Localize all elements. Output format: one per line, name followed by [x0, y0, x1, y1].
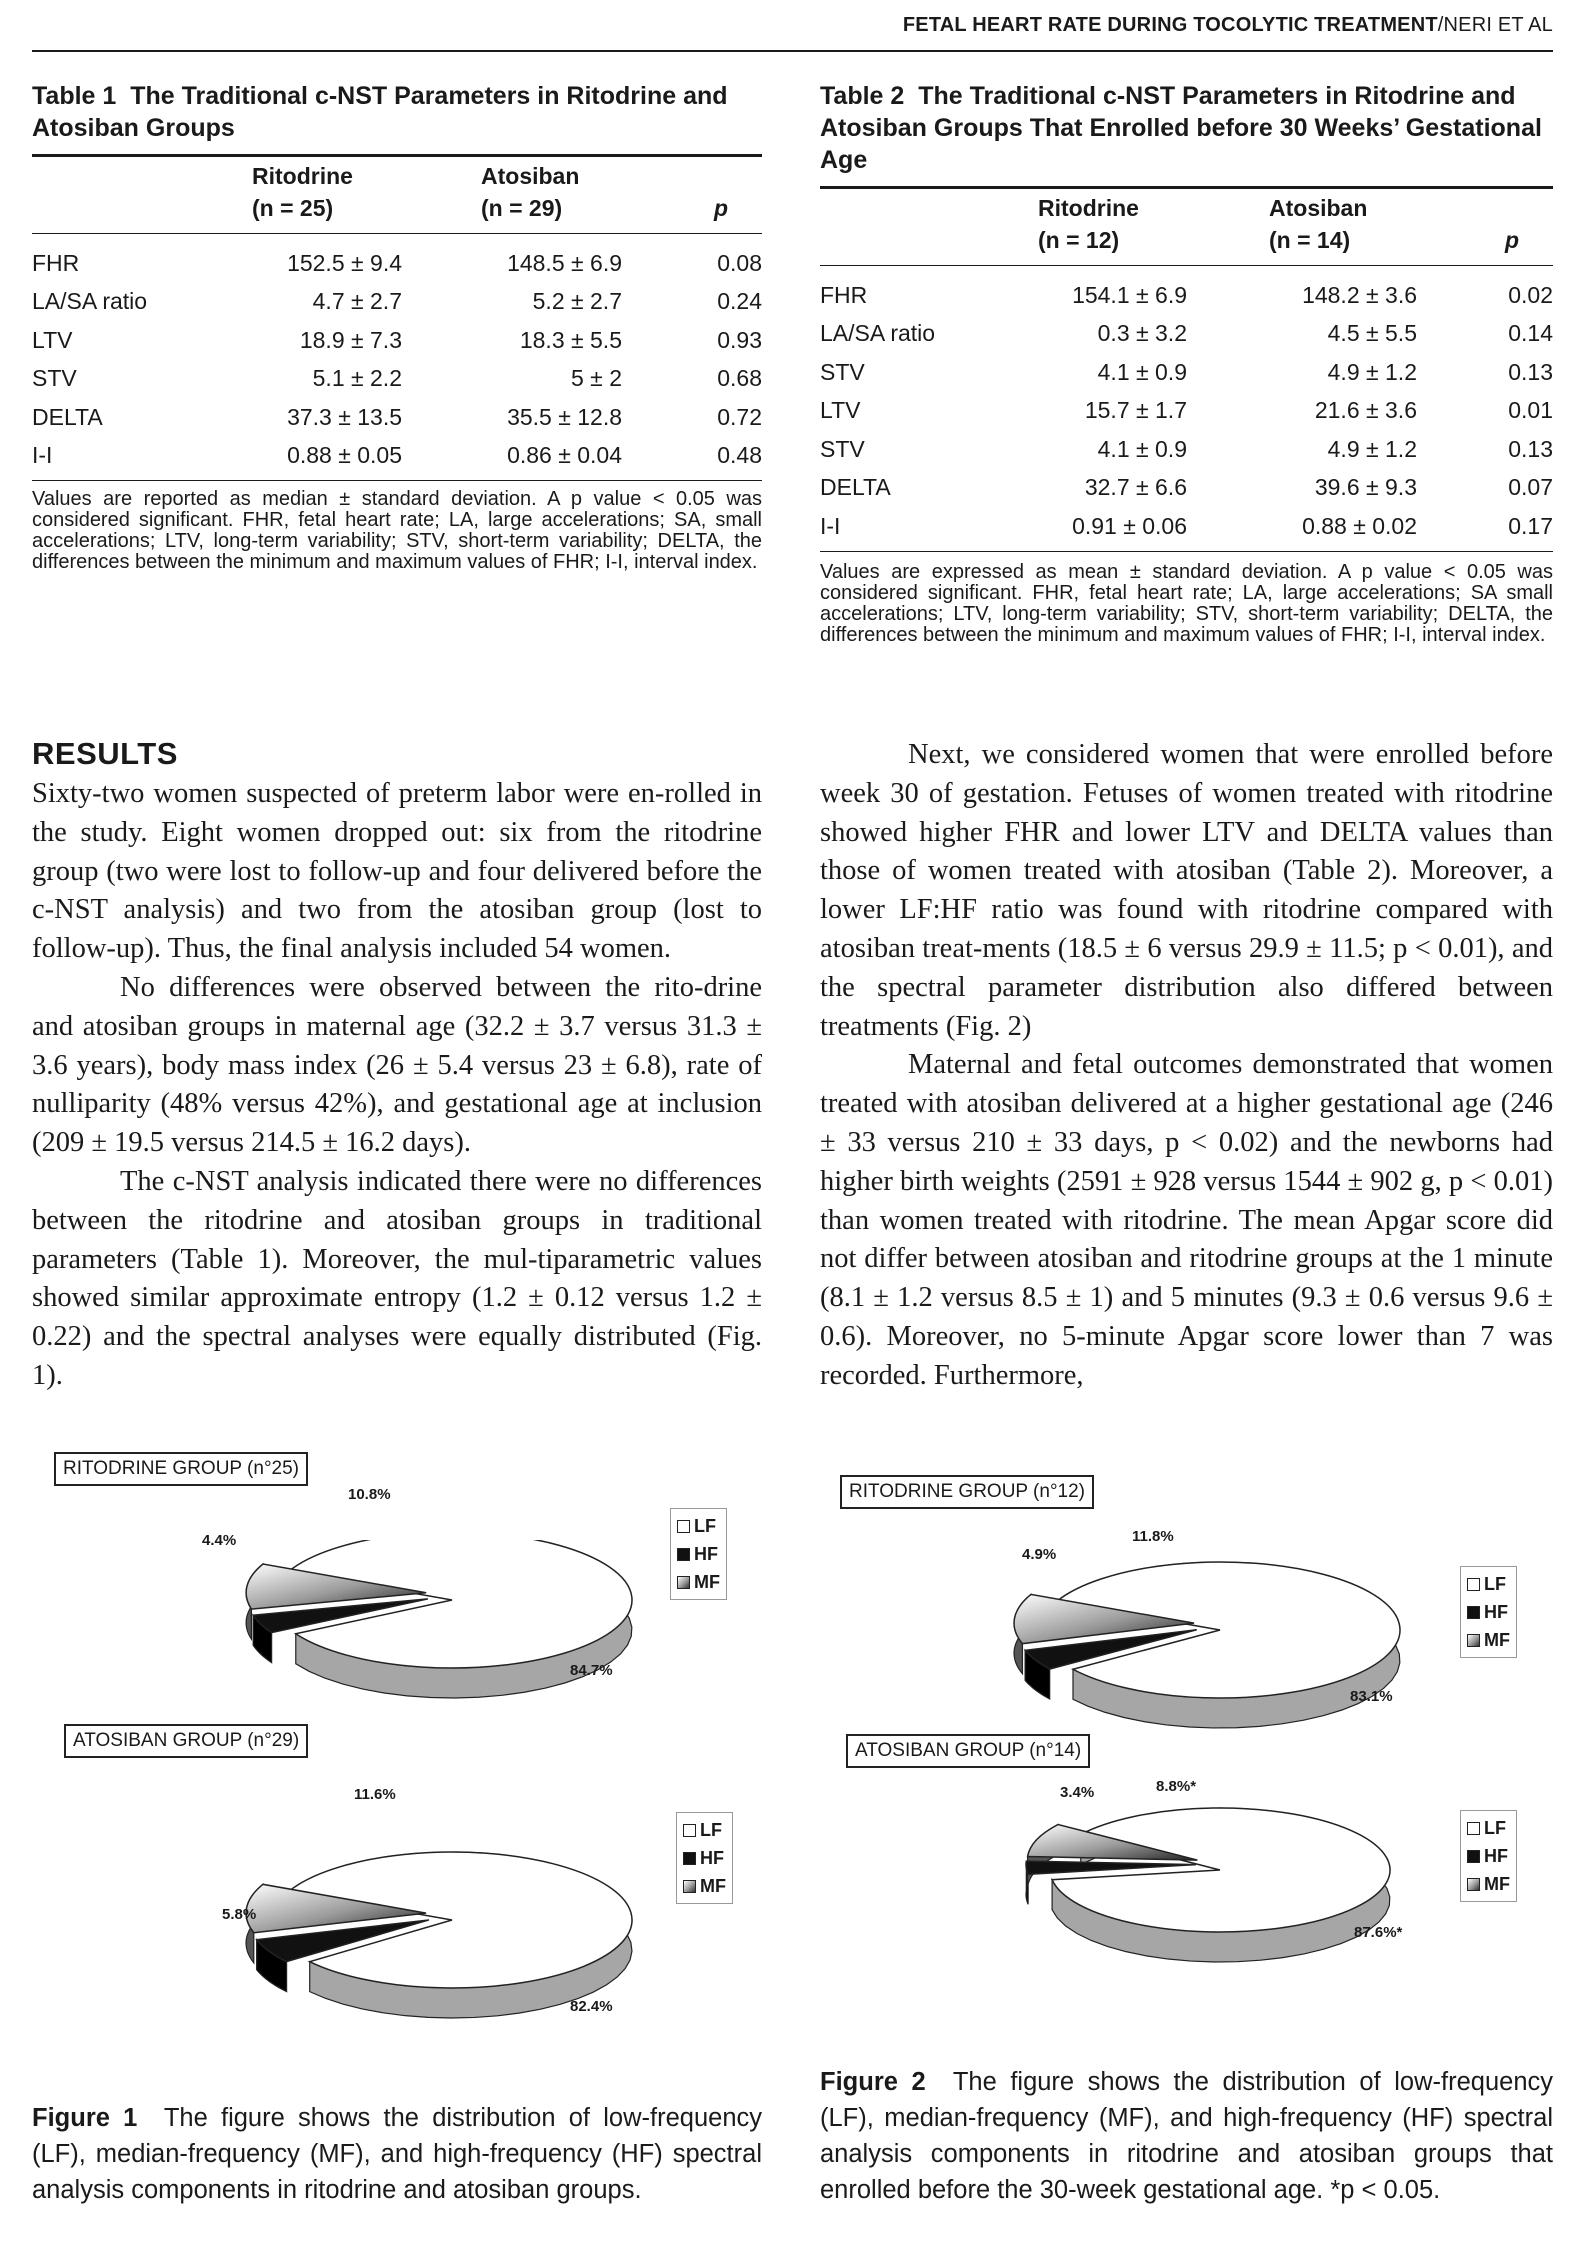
- table-2-title-block: [820, 80, 1553, 176]
- mf-swatch-icon: [683, 1880, 696, 1893]
- row-ritodrine: 4.7 ± 2.7: [312, 288, 402, 315]
- row-param: FHR: [820, 281, 868, 308]
- table-2-col-atosiban: [1269, 192, 1367, 256]
- row-ritodrine: 5.1 ± 2.2: [312, 365, 402, 392]
- table-2: [820, 80, 1553, 646]
- figure-2-label: Figure 2: [820, 2068, 926, 2096]
- table-row: [32, 360, 762, 399]
- figure-1-caption: [32, 2100, 762, 2208]
- table-row: [32, 398, 762, 437]
- table-1-note: Values are reported as median ± standard deviation. A p value < 0.05 was considered significant. FHR, fetal heart rate; LA, large accelerations; SA, small accelerations; LTV, long-term variability; STV, short-term variability; DELTA, the differences between the minimum and maximum values of FHR; I-I, interval index.: [32, 488, 762, 573]
- legend-label: LF: [694, 1516, 716, 1536]
- table-1-col-ritodrine: [252, 160, 353, 224]
- table-1-column-headers: [32, 157, 762, 229]
- table-row: [32, 283, 762, 322]
- table-1-body: [32, 244, 762, 475]
- row-ritodrine: 152.5 ± 9.4: [287, 249, 402, 276]
- figure-2-atosiban-label: ATOSIBAN GROUP (n°14): [846, 1734, 1090, 1768]
- row-p: 0.02: [1508, 281, 1553, 308]
- row-p: 0.13: [1508, 435, 1553, 462]
- legend-label: HF: [1484, 1602, 1508, 1622]
- row-ritodrine: 4.1 ± 0.9: [1097, 435, 1187, 462]
- results-paragraph-4: Next, we considered women that were enrolled before week 30 of gestation. Fetuses of women treated with ritodrine showed higher FHR and lower LTV and DELTA values than those of women treated with atosiban (Table 2). Moreover, a lower LF:HF ratio was found with ritodrine compared with atosiban treat-ments (18.5 ± 6 versus 29.9 ± 11.5; p < 0.01), and the spectral parameter distribution also differed between treatments (Fig. 2): [820, 739, 1553, 1042]
- row-ritodrine: 154.1 ± 6.9: [1072, 281, 1187, 308]
- row-atosiban: 5.2 ± 2.7: [532, 288, 622, 315]
- table-1-title-block: [32, 80, 762, 144]
- figure-2-atosiban-lf-pct: 87.6%*: [1354, 1924, 1403, 1941]
- table-2-col-ritodrine: [1038, 192, 1139, 256]
- row-atosiban: 0.88 ± 0.02: [1302, 512, 1417, 539]
- col-name: Atosiban: [481, 163, 580, 189]
- figure-1-atosiban-hf-pct: 5.8%: [222, 1906, 257, 1923]
- figure-1-atosiban-lf-pct: 82.4%: [570, 1998, 613, 2015]
- table-row: [32, 437, 762, 476]
- table-1: [32, 80, 762, 573]
- legend-label: LF: [1484, 1818, 1506, 1838]
- header-rule: [32, 50, 1553, 52]
- row-param: STV: [32, 365, 77, 392]
- row-ritodrine: 18.9 ± 7.3: [299, 326, 402, 353]
- legend-label: MF: [700, 1876, 726, 1896]
- row-atosiban: 4.9 ± 1.2: [1327, 358, 1417, 385]
- col-n: (n = 14): [1269, 227, 1351, 253]
- legend-label: HF: [694, 1544, 718, 1564]
- hf-swatch-icon: [1467, 1606, 1480, 1619]
- table-2-bottom-rule: [820, 551, 1553, 552]
- row-atosiban: 35.5 ± 12.8: [507, 403, 622, 430]
- figure-1-ritodrine-label: RITODRINE GROUP (n°25): [54, 1452, 308, 1486]
- legend-label: LF: [700, 1820, 722, 1840]
- lf-swatch-icon: [683, 1824, 696, 1837]
- figure-1-label: Figure 1: [32, 2104, 138, 2132]
- figure-2-ritodrine-lf-pct: 83.1%: [1350, 1688, 1393, 1705]
- table-row: [820, 315, 1553, 354]
- legend-item-hf: [683, 1844, 726, 1872]
- row-p: 0.68: [717, 365, 762, 392]
- row-p: 0.24: [717, 288, 762, 315]
- table-row: [32, 244, 762, 283]
- row-atosiban: 21.6 ± 3.6: [1314, 397, 1417, 424]
- row-p: 0.93: [717, 326, 762, 353]
- row-param: LTV: [820, 397, 861, 424]
- row-ritodrine: 4.1 ± 0.9: [1097, 358, 1187, 385]
- figure-1-ritodrine-hf-pct: 4.4%: [202, 1532, 237, 1549]
- legend-item-hf: [677, 1540, 720, 1568]
- figure-2-caption: [820, 2064, 1553, 2208]
- row-p: 0.72: [717, 403, 762, 430]
- row-atosiban: 18.3 ± 5.5: [519, 326, 622, 353]
- row-atosiban: 148.2 ± 3.6: [1302, 281, 1417, 308]
- row-param: DELTA: [32, 403, 103, 430]
- figure-1-ritodrine-lf-pct: 84.7%: [570, 1662, 613, 1679]
- figure-2-ritodrine-pie: [1014, 1562, 1400, 1728]
- figure-1-charts: [32, 1540, 762, 2100]
- row-atosiban: 148.5 ± 6.9: [507, 249, 622, 276]
- row-atosiban: 4.9 ± 1.2: [1327, 435, 1417, 462]
- row-atosiban: 39.6 ± 9.3: [1314, 474, 1417, 501]
- figure-2-atosiban-mf-pct: 8.8%*: [1156, 1778, 1197, 1795]
- row-param: I-I: [32, 442, 53, 469]
- legend-label: HF: [700, 1848, 724, 1868]
- table-row: [820, 507, 1553, 546]
- mf-swatch-icon: [1467, 1634, 1480, 1647]
- figure-1: [32, 1458, 762, 2100]
- row-ritodrine: 0.91 ± 0.06: [1072, 512, 1187, 539]
- table-row: [820, 469, 1553, 508]
- row-param: LA/SA ratio: [820, 320, 936, 347]
- row-param: I-I: [820, 512, 841, 539]
- figure-2-atosiban-pie: [1026, 1808, 1390, 1962]
- row-p: 0.01: [1508, 397, 1553, 424]
- lf-swatch-icon: [677, 1520, 690, 1533]
- legend-item-hf: [1467, 1598, 1510, 1626]
- row-ritodrine: 32.7 ± 6.6: [1084, 474, 1187, 501]
- figure-1-legend-bottom: [676, 1812, 733, 1904]
- running-header-authors: /NERI ET AL: [1437, 14, 1553, 36]
- results-right-column: [820, 736, 1553, 1396]
- row-ritodrine: 0.3 ± 3.2: [1097, 320, 1187, 347]
- col-n: (n = 29): [481, 195, 563, 221]
- legend-item-lf: [1467, 1570, 1510, 1598]
- figure-2-atosiban-hf-pct: 3.4%: [1060, 1784, 1095, 1801]
- running-header: [820, 14, 1553, 37]
- hf-swatch-icon: [1467, 1850, 1480, 1863]
- row-p: 0.07: [1508, 474, 1553, 501]
- row-param: STV: [820, 435, 865, 462]
- table-2-note: Values are expressed as mean ± standard deviation. A p value < 0.05 was considered significant. FHR, fetal heart rate; LA, large accelerations; SA small accelerations; LTV, long-term variability; STV, short-term variability; DELTA, the differences between the minimum and maximum values of FHR; I-I, interval index.: [820, 560, 1553, 646]
- row-param: LA/SA ratio: [32, 288, 148, 315]
- row-atosiban: 5 ± 2: [571, 365, 622, 392]
- legend-item-mf: [1467, 1870, 1510, 1898]
- hf-swatch-icon: [683, 1852, 696, 1865]
- legend-item-lf: [1467, 1814, 1510, 1842]
- table-2-header-rule: [820, 265, 1553, 266]
- legend-item-lf: [677, 1512, 720, 1540]
- col-name: Ritodrine: [1038, 195, 1139, 221]
- results-heading: RESULTS: [32, 736, 178, 771]
- col-name: Ritodrine: [252, 163, 353, 189]
- figure-1-atosiban-mf-pct: 11.6%: [354, 1786, 396, 1803]
- figure-2-caption-text: The figure shows the distribution of low-frequency (LF), median-frequency (MF), and high-frequency (HF) spectral analysis components in ritodrine and atosiban groups that enrolled before the 30-week gestational age. *p < 0.05.: [820, 2068, 1553, 2204]
- table-row: [820, 392, 1553, 431]
- row-atosiban: 0.86 ± 0.04: [507, 442, 622, 469]
- table-row: [820, 430, 1553, 469]
- row-param: FHR: [32, 249, 80, 276]
- results-paragraph-1: Sixty-two women suspected of preterm labor were en-rolled in the study. Eight women dropped out: six from the ritodrine group (two were lost to follow-up and four delivered before the c-NST analysis) and two from the atosiban group (lost to follow-up). Thus, the final analysis included 54 women.: [32, 778, 762, 965]
- figure-1-legend-top: [670, 1508, 727, 1600]
- row-p: 0.08: [717, 249, 762, 276]
- table-row: [820, 353, 1553, 392]
- results-paragraph-5: Maternal and fetal outcomes demonstrated that women treated with atosiban delivered at a higher gestational age (246 ± 33 versus 210 ± 33 days, p < 0.02) and the newborns had higher birth weights (2591 ± 928 versus 1544 ± 902 g, p < 0.01) than women treated with ritodrine. The mean Apgar score did not differ between atosiban and ritodrine groups at the 1 minute (8.1 ± 1.2 versus 8.5 ± 1) and 5 minutes (9.3 ± 0.6 versus 9.6 ± 0.6). Moreover, no 5-minute Apgar score lower than 7 was recorded. Furthermore,: [820, 1049, 1553, 1391]
- table-row: [820, 276, 1553, 315]
- figure-1-ritodrine-mf-pct: 10.8%: [348, 1486, 391, 1503]
- table-1-header-rule: [32, 233, 762, 234]
- table-1-title: The Traditional c-NST Parameters in Ritodrine and Atosiban Groups: [32, 82, 728, 142]
- legend-label: MF: [1484, 1630, 1510, 1650]
- results-paragraph-3: The c-NST analysis indicated there were no differences between the ritodrine and atosiban groups in traditional parameters (Table 1). Moreover, the mul-tiparametric values showed similar approximate entropy (1.2 ± 0.12 versus 1.2 ± 0.22) and the spectral analyses were equally distributed (Fig. 1).: [32, 1165, 762, 1391]
- col-n: (n = 12): [1038, 227, 1120, 253]
- table-1-label: Table 1: [32, 82, 117, 110]
- figure-1-atosiban-pie: [246, 1852, 632, 2018]
- row-p: 0.48: [717, 442, 762, 469]
- figure-2-legend-bottom: [1460, 1810, 1517, 1902]
- legend-item-mf: [683, 1872, 726, 1900]
- row-ritodrine: 15.7 ± 1.7: [1084, 397, 1187, 424]
- row-atosiban: 4.5 ± 5.5: [1327, 320, 1417, 347]
- row-p: 0.13: [1508, 358, 1553, 385]
- mf-swatch-icon: [1467, 1878, 1480, 1891]
- row-param: LTV: [32, 326, 73, 353]
- legend-item-mf: [677, 1568, 720, 1596]
- legend-label: HF: [1484, 1846, 1508, 1866]
- results-left-column: [32, 775, 762, 1396]
- col-name: Atosiban: [1269, 195, 1368, 221]
- legend-item-lf: [683, 1816, 726, 1844]
- legend-item-mf: [1467, 1626, 1510, 1654]
- row-param: DELTA: [820, 474, 891, 501]
- figure-2-ritodrine-label: RITODRINE GROUP (n°12): [840, 1475, 1094, 1509]
- figure-2-charts: [820, 1520, 1553, 2080]
- figure-2-ritodrine-hf-pct: 4.9%: [1022, 1546, 1057, 1563]
- row-p: 0.14: [1508, 320, 1553, 347]
- table-2-column-headers: [820, 189, 1553, 261]
- legend-item-hf: [1467, 1842, 1510, 1870]
- table-1-bottom-rule: [32, 480, 762, 481]
- table-2-body: [820, 276, 1553, 546]
- figure-2-ritodrine-mf-pct: 11.8%: [1132, 1528, 1174, 1545]
- results-paragraph-2: No differences were observed between the rito-drine and atosiban groups in maternal age (32.2 ± 3.7 versus 31.3 ± 3.6 years), body mass index (26 ± 5.4 versus 23 ± 6.8), rate of nulliparity (48% versus 42%), and gestational age at inclusion (209 ± 19.5 versus 214.5 ± 16.2 days).: [32, 971, 762, 1159]
- table-1-col-atosiban: [481, 160, 579, 224]
- row-param: STV: [820, 358, 865, 385]
- row-ritodrine: 0.88 ± 0.05: [287, 442, 402, 469]
- figure-1-atosiban-label: ATOSIBAN GROUP (n°29): [64, 1724, 308, 1758]
- running-header-title: FETAL HEART RATE DURING TOCOLYTIC TREATMENT: [902, 14, 1438, 36]
- figure-2-legend-top: [1460, 1566, 1517, 1658]
- mf-swatch-icon: [677, 1576, 690, 1589]
- legend-label: MF: [1484, 1874, 1510, 1894]
- row-p: 0.17: [1508, 512, 1553, 539]
- lf-swatch-icon: [1467, 1578, 1480, 1591]
- lf-swatch-icon: [1467, 1822, 1480, 1835]
- legend-label: MF: [694, 1572, 720, 1592]
- table-row: [32, 321, 762, 360]
- table-1-col-p: p: [714, 195, 729, 221]
- figure-1-caption-text: The figure shows the distribution of low-frequency (LF), median-frequency (MF), and high-frequency (HF) spectral analysis components in ritodrine and atosiban groups.: [32, 2104, 762, 2204]
- hf-swatch-icon: [677, 1548, 690, 1561]
- legend-label: LF: [1484, 1574, 1506, 1594]
- figure-2: [820, 1481, 1553, 2080]
- table-2-label: Table 2: [820, 82, 905, 110]
- table-2-col-p: p: [1505, 227, 1520, 253]
- col-n: (n = 25): [252, 195, 334, 221]
- table-2-title: The Traditional c-NST Parameters in Ritodrine and Atosiban Groups That Enrolled before 30 Weeks’ Gestational Age: [820, 82, 1542, 174]
- row-ritodrine: 37.3 ± 13.5: [287, 403, 402, 430]
